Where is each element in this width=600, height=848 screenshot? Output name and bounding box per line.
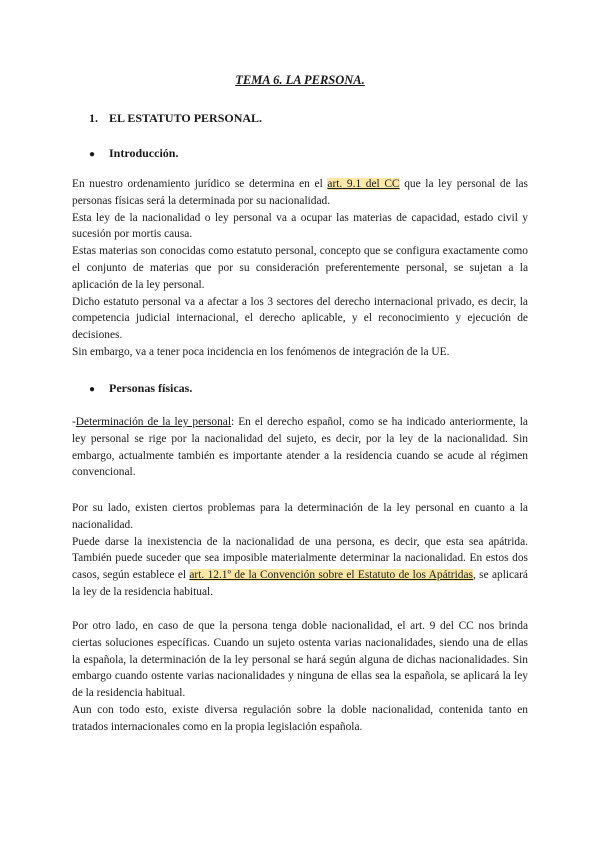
page-title: TEMA 6. LA PERSONA. xyxy=(235,73,365,87)
subheading-title: Personas físicas. xyxy=(109,381,193,395)
section-number: 1. xyxy=(89,111,98,125)
bullet-icon: ● xyxy=(89,149,96,160)
intro-section xyxy=(72,176,528,361)
paragraph: Estas materias son conocidas como estatuto personal, concepto que se configura exactamente como el conjunto de materias que por su consideración preferentemente personal, se sujetan a la aplicación de la ley personal. xyxy=(72,245,528,291)
paragraph: Dicho estatuto personal va a afectar a los 3 sectores del derecho internacional privado, es decir, la competencia judicial internacional, el derecho aplicable, y el reconocimiento y ejecución de decisiones. xyxy=(72,295,528,342)
section-heading xyxy=(89,111,262,126)
highlighted-reference: art. 9.1 del CC xyxy=(327,178,400,190)
subheading-title: Introducción. xyxy=(109,146,179,160)
paragraph: Por su lado, existen ciertos problemas para la determinación de la ley personal en cuanto a la nacionalidad. xyxy=(72,502,528,531)
paragraph: Aun con todo esto, existe diversa regulación sobre la doble nacionalidad, contenida tanto en tratados internacionales como en la propia legislación española. xyxy=(72,703,528,733)
paragraph: Puede darse la inexistencia de la nacionalidad de una persona, es decir, que esta sea apátrida. También puede suceder que sea imposible materialmente determinar la nacionalidad. En estos dos casos, según establece el art. 12.1º de la Convención sobre el Estatuto de los Apátridas, se aplicará la ley de la residencia habitual. xyxy=(72,535,528,598)
paragraph: Esta ley de la nacionalidad o ley personal va a ocupar las materias de capacidad, estado civil y sucesión por mortis causa. xyxy=(72,211,528,241)
paragraph: Sin embargo, va a tener poca incidencia en los fenómenos de integración de la UE. xyxy=(72,345,450,358)
paragraph: En nuestro ordenamiento jurídico se determina en el art. 9.1 del CC que la ley personal de las personas físicas será la determinada por su nacionalidad. xyxy=(72,178,528,207)
subheading-personas-fisicas xyxy=(89,381,192,396)
personas-fisicas-p2 xyxy=(72,500,528,601)
underlined-term: Determinación de la ley personal xyxy=(75,416,232,428)
subheading-introduccion xyxy=(89,146,178,161)
section-title: EL ESTATUTO PERSONAL. xyxy=(109,111,263,125)
bullet-icon: ● xyxy=(89,384,96,395)
paragraph: Por otro lado, en caso de que la persona tenga doble nacionalidad, el art. 9 del CC nos brinda ciertas soluciones específicas. Cuando un sujeto ostenta varias nacionalidades, siendo una de ellas la española, la determinación de la ley personal se hará según alguna de dichas nacionalidades. Sin embargo cuando ostente varias nacionalidades y ninguna de ellas sea la española, se aplicará la ley de la residencia habitual. xyxy=(72,620,528,700)
paragraph: -Determinación de la ley personal: En el derecho español, como se ha indicado anteriormente, la ley personal se rige por la nacionalidad del sujeto, es decir, por la ley de la nacionalidad. Sin embargo, actualmente también es importante atender a la residencia cuando se acude al régimen convencional. xyxy=(72,416,528,479)
personas-fisicas-p3 xyxy=(72,618,528,736)
personas-fisicas-p1 xyxy=(72,414,528,481)
highlighted-reference: art. 12.1º de la Convención sobre el Estatuto de los Apátridas xyxy=(189,569,473,582)
